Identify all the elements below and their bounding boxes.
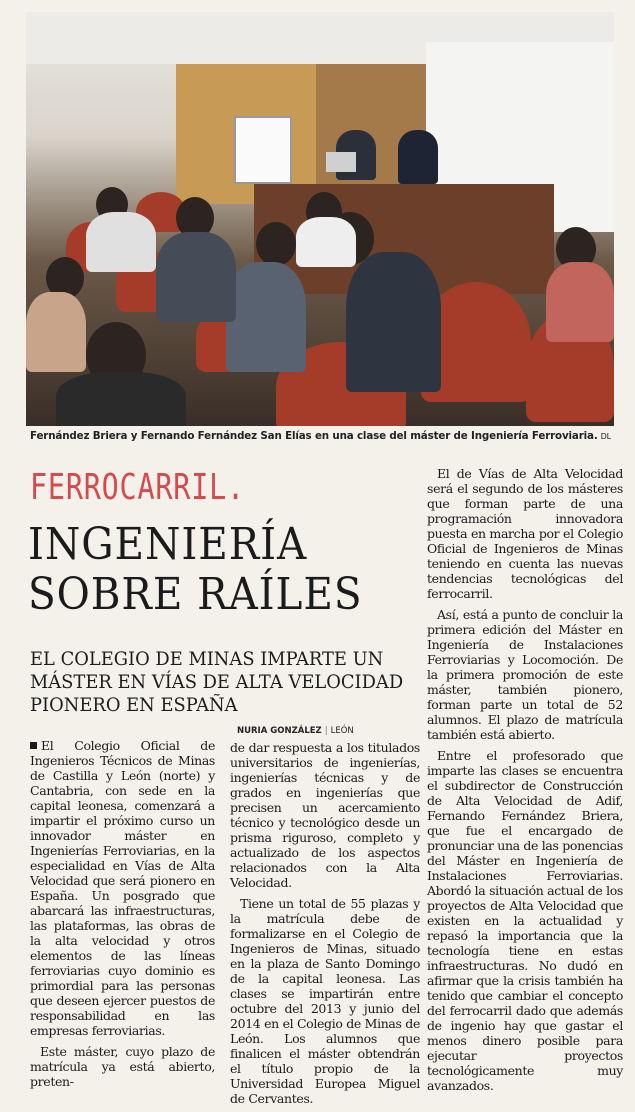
byline-city: LEÓN [330,726,354,736]
article-photo [26,12,614,426]
section-kicker: FERROCARRIL. [30,467,245,508]
photo-caption [30,430,620,442]
audience-member-body [226,262,306,372]
body-paragraph: de dar respuesta a los titulados universitarios de ingenierías, ingenierías técnicas y de grados en ingenierías que precisen un acercamiento técnico y tecnológico desde un prisma riguroso, completo y actualizado de los aspectos relacionados con la Alta Velocidad. [230,740,420,890]
body-paragraph: El de Vías de Alta Velocidad será el segundo de los másteres que forman parte de una programación innovadora puesta en marcha por el Colegio Oficial de Ingenieros de Minas teniendo en cuenta las nuevas tendencias tecnológicas del ferrocarril. [427,466,623,601]
body-column-3 [427,466,623,1099]
lead-square-icon [30,742,37,749]
audience-member-body [346,252,441,392]
byline [237,726,427,736]
audience-member [256,222,296,266]
body-paragraph: Este máster, cuyo plazo de matrícula ya está abierto, preten- [30,1044,215,1089]
audience-member-body [156,232,236,322]
body-paragraph: Tiene un total de 55 plazas y la matrícula debe de formalizarse en el Colegio de Ingenieros de Minas, situado en la plaza de Santo Domingo de la capital leonesa. Las clases se impartirán entre octubre del 2013 y junio del 2014 en el Colegio de Minas de León. Los alumnos que finalicen el máster obtendrán el título propio de la Universidad Europea Miguel de Cervantes. [230,896,420,1106]
photo-credit: DL [600,432,611,441]
body-paragraph: Así, está a punto de concluir la primera edición del Máster en Ingeniería de Instalaciones Ferroviarias y Locomoción. De la primera promoción de este máster, también pionero, forman parte un total de 52 alumnos. El plazo de matrícula también está abierto. [427,607,623,742]
speaker-figure [398,130,438,184]
audience-member-body [26,292,86,372]
byline-author: NURIA GONZÁLEZ [237,726,322,736]
flipchart [234,116,292,184]
body-column-1 [30,738,215,1095]
subheadline: EL COLEGIO DE MINAS IMPARTE UN MÁSTER EN VÍAS DE ALTA VELOCIDAD PIONERO EN ESPAÑA [30,648,404,716]
audience-member-body [56,372,186,426]
laptop [326,152,356,172]
byline-separator: | [324,726,328,736]
audience-member-body [546,262,614,342]
headline: INGENIERÍA SOBRE RAÍLES [28,519,363,620]
caption-text: Fernández Briera y Fernando Fernández San Elías en una clase del máster de Ingeniería Ferroviaria. [30,430,598,442]
audience-member-body [86,212,156,272]
body-paragraph: El Colegio Oficial de Ingenieros Técnicos de Minas de Castilla y León (norte) y Cantabria, con sede en la capital leonesa, comenzará a impartir el próximo curso un innovador máster en Ingenierías Ferroviarias, en la especialidad en Vías de Alta Velocidad que será pionero en España. Un posgrado que abarcará las infraestructuras, las plataformas, las obras de la alta velocidad y otros elementos de las líneas ferroviarias cuyo dominio es primordial para las personas que deseen ejercer puestos de responsabilidad en las empresas ferroviarias. [30,738,215,1038]
audience-member-body [296,217,356,267]
body-paragraph: Entre el profesorado que imparte las clases se encuentra el subdirector de Construcción de Alta Velocidad de Adif, Fernando Fernández Briera, que fue el encargado de pronunciar una de las ponencias del Máster en Ingeniería de Instalaciones Ferroviarias. Abordó la situación actual de los proyectos de Alta Velocidad que existen en la actualidad y repasó la importancia que la tecnología tiene en estas infraestructuras. No dudó en afirmar que la crisis también ha tenido que cambiar el concepto del ferrocarril dado que además de ingenio hay que gastar el menos dinero posible para ejecutar proyectos tecnológicamente muy avanzados. [427,748,623,1093]
body-column-2 [230,740,420,1112]
